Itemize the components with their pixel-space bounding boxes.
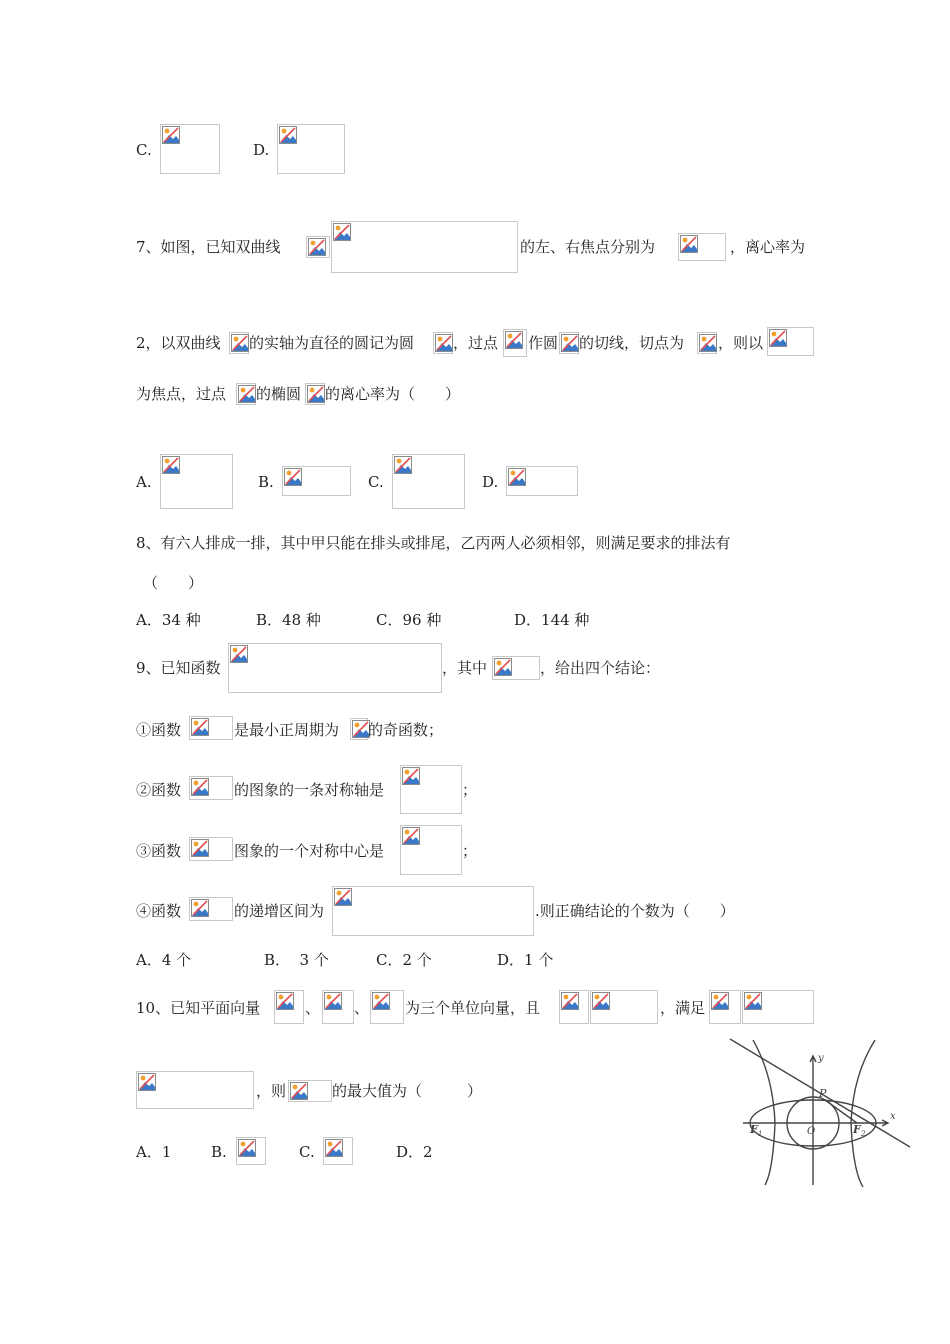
origin-label: O (807, 1126, 816, 1137)
q9-s4-formula (189, 897, 233, 921)
q9-function-definition (228, 643, 442, 693)
q9-s3-a: ③函数 (136, 842, 182, 860)
q7-formula-7 (767, 327, 814, 356)
broken-image-icon (505, 331, 523, 349)
q7-text-2: 的左、右焦点分别为 (520, 238, 656, 256)
broken-image-icon (561, 992, 579, 1010)
broken-image-icon (394, 456, 412, 474)
broken-image-icon (744, 992, 762, 1010)
broken-image-icon (333, 223, 351, 241)
broken-image-icon (279, 126, 297, 144)
q7-line2-b: 的实轴为直径的圆记为圆 (249, 334, 415, 352)
q9-s2-a: ②函数 (136, 781, 182, 799)
q9-s4-a: ④函数 (136, 902, 182, 920)
q10-vector-a (274, 990, 304, 1024)
q10-vector-c (370, 990, 404, 1024)
q10-vector-b (322, 990, 354, 1024)
q7-line3-c: 的离心率为（ ） (325, 385, 461, 403)
q9-s3-center (400, 825, 462, 875)
q8-option-a: A．34 种 (136, 611, 201, 629)
q9-s1-b: 是最小正周期为 (234, 721, 340, 739)
broken-image-icon (290, 1082, 308, 1100)
q10-text-3: ，满足 (660, 999, 706, 1017)
q9-option-d: D．1 个 (497, 951, 554, 969)
q10-sep-1: 、 (305, 999, 321, 1017)
q7-line3-b: 的椭圆 (256, 385, 302, 403)
q10-option-c-label: C. (299, 1143, 315, 1161)
broken-image-icon (561, 334, 579, 352)
q7-foci (678, 233, 726, 261)
option-d-label: D. (253, 141, 270, 159)
q7-line2-f: ，则以 (718, 334, 764, 352)
q7-option-b-label: B. (258, 473, 274, 491)
q9-s3-b: 图象的一个对称中心是 (234, 842, 385, 860)
q9-s3-c: ； (462, 842, 478, 860)
q10-condition-4 (742, 990, 814, 1024)
q10-condition-2 (590, 990, 658, 1024)
q9-s1-a: ①函数 (136, 721, 182, 739)
q7-line3-a: 为焦点，过点 (136, 385, 227, 403)
broken-image-icon (699, 334, 717, 352)
q9-option-b: B． 3 个 (264, 951, 329, 969)
q9-s1-period (350, 718, 368, 740)
q10-condition-1 (559, 990, 589, 1024)
hyperbola-ellipse-figure (725, 1035, 920, 1190)
q7-option-c-label: C. (368, 473, 384, 491)
broken-image-icon (191, 778, 209, 796)
q9-s3-formula (189, 837, 233, 861)
focus-f2-subscript: 2 (861, 1130, 866, 1138)
q9-option-c: C．2 个 (376, 951, 432, 969)
q7-option-d-image (506, 466, 578, 496)
broken-image-icon (402, 827, 420, 845)
q7-option-a-label: A. (136, 473, 152, 491)
broken-image-icon (307, 385, 325, 403)
q10-line2-b: 的最大值为（ ） (332, 1082, 483, 1100)
broken-image-icon (230, 645, 248, 663)
q7-formula-3 (433, 332, 453, 354)
broken-image-icon (494, 658, 512, 676)
broken-image-icon (138, 1073, 156, 1091)
q9-s4-c: .则正确结论的个数为（ ） (535, 902, 735, 920)
option-c-image (160, 124, 220, 174)
q8-option-c: C．96 种 (376, 611, 442, 629)
broken-image-icon (435, 334, 453, 352)
broken-image-icon (769, 329, 787, 347)
broken-image-icon (191, 718, 209, 736)
q9-s2-axis (400, 765, 462, 814)
q8-option-b: B．48 种 (256, 611, 321, 629)
focus-f1-subscript: 1 (758, 1130, 763, 1138)
broken-image-icon (508, 468, 526, 486)
q9-s4-b: 的递增区间为 (234, 902, 325, 920)
broken-image-icon (276, 992, 294, 1010)
q9-text-2: ，其中 (442, 659, 488, 677)
q9-text-3: ，给出四个结论： (540, 659, 661, 677)
broken-image-icon (238, 1139, 256, 1157)
broken-image-icon (191, 839, 209, 857)
x-axis-label: x (890, 1111, 896, 1122)
q10-option-b-label: B. (211, 1143, 227, 1161)
q7-option-a-image (160, 454, 233, 509)
q10-option-b-image (236, 1137, 266, 1165)
broken-image-icon (372, 992, 390, 1010)
broken-image-icon (308, 238, 326, 256)
q7-hyperbola-equation (331, 221, 518, 273)
q9-s2-b: 的图象的一条对称轴是 (234, 781, 385, 799)
q9-condition (492, 656, 540, 680)
option-d-image (277, 124, 345, 174)
q7-formula-1 (306, 236, 330, 258)
q9-text-1: 9、已知函数 (136, 659, 221, 677)
q7-option-b-image (282, 466, 351, 496)
q10-text-1: 10、已知平面向量 (136, 999, 261, 1017)
q7-line2-e: 的切线，切点为 (579, 334, 685, 352)
q7-formula-5 (559, 332, 579, 354)
q8-text: 8、有六人排成一排，其中甲只能在排头或排尾，乙丙两人必须相邻，则满足要求的排法有 (136, 534, 731, 552)
q7-text-1: 7、如图，已知双曲线 (136, 238, 281, 256)
broken-image-icon (402, 767, 420, 785)
q7-formula-6 (697, 332, 717, 354)
q9-s2-formula (189, 776, 233, 800)
broken-image-icon (325, 1139, 343, 1157)
broken-image-icon (284, 468, 302, 486)
q7-option-d-label: D. (482, 473, 499, 491)
broken-image-icon (592, 992, 610, 1010)
broken-image-icon (324, 992, 342, 1010)
q10-sep-2: 、 (354, 999, 370, 1017)
q10-condition-5 (136, 1071, 254, 1109)
q9-option-a: A．4 个 (136, 951, 192, 969)
q8-paren: （ ） (143, 574, 204, 592)
focus-f2-label: F (853, 1123, 861, 1136)
q7-formula-2 (229, 332, 249, 354)
broken-image-icon (191, 899, 209, 917)
option-c-label: C. (136, 141, 152, 159)
q10-text-2: 为三个单位向量，且 (405, 999, 541, 1017)
broken-image-icon (334, 888, 352, 906)
q10-option-c-image (323, 1137, 353, 1165)
focus-f1-label: F (750, 1123, 758, 1136)
q10-option-a: A．1 (136, 1143, 172, 1161)
q7-formula-8 (236, 383, 256, 405)
q7-formula-9 (305, 383, 325, 405)
q7-line2-a: 2，以双曲线 (136, 334, 221, 352)
q8-option-d: D．144 种 (514, 611, 590, 629)
broken-image-icon (680, 235, 698, 253)
q10-condition-3 (709, 990, 741, 1024)
q9-s4-interval (332, 886, 534, 936)
broken-image-icon (231, 334, 249, 352)
q9-s2-c: ； (462, 781, 478, 799)
q9-s1-formula (189, 716, 233, 740)
point-p-label: P (819, 1087, 827, 1100)
q7-line2-c: ，过点 (453, 334, 499, 352)
q7-text-3: ，离心率为 (730, 238, 806, 256)
q7-line2-d: 作圆 (528, 334, 559, 352)
broken-image-icon (238, 385, 256, 403)
y-axis-label: y (818, 1053, 824, 1064)
q10-option-d: D．2 (396, 1143, 433, 1161)
broken-image-icon (162, 456, 180, 474)
q7-formula-4 (503, 329, 527, 357)
q7-option-c-image (392, 454, 465, 509)
broken-image-icon (162, 126, 180, 144)
broken-image-icon (711, 992, 729, 1010)
q9-s1-c: 的奇函数； (368, 721, 444, 739)
q10-line2-a: ，则 (256, 1082, 287, 1100)
q10-expression (288, 1080, 332, 1102)
